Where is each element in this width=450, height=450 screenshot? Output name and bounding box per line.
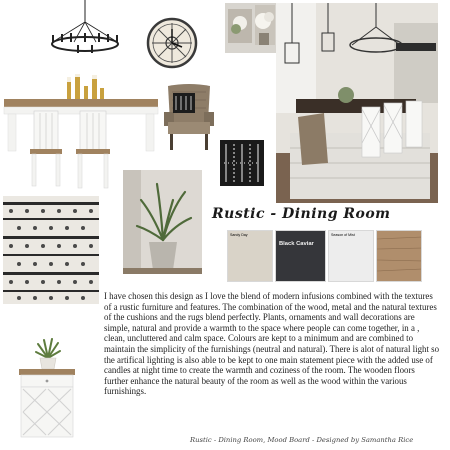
design-description: I have chosen this design as I love the blend of modern infusions combined with the textures of a rustic furniture and features. The combination of the wood, metal and the natural textures of the cushions and the rugs blend perfectly. Plants, ornaments and wall decorations are simple, natural and provide a warmth to the space where people can come together, in a , clean, uncluttered and calm space. Colours are kept to a minimum and are combined to maintain the simplicity of the furnishings (neutral and natural). There is alot of natural light so the artifical lighting is also able to be kept to one main statement piece with the added use of candles at night time to create the warmth and coziness of the room. The wooden floors further enhance the natural beauty of the room as well as the wood within the various furnishings. bbox=[104, 291, 440, 397]
plant-photo bbox=[123, 170, 202, 274]
patterned-rug-image bbox=[3, 196, 99, 304]
wall-clock-image bbox=[146, 17, 198, 69]
chandelier-image bbox=[48, 0, 122, 58]
swatch-label: Black Caviar bbox=[279, 241, 314, 247]
swatch-season-of-mist bbox=[328, 230, 374, 282]
board-footer: Rustic - Dining Room, Mood Board - Designed by Samantha Rice bbox=[190, 436, 414, 444]
swatch-sandy-day bbox=[227, 230, 273, 282]
wine-rack-table-image bbox=[18, 368, 76, 440]
swatch-timber-floor bbox=[376, 230, 422, 282]
swatch-black-caviar bbox=[275, 230, 326, 282]
small-plant-image bbox=[34, 338, 62, 370]
cushion-small-image bbox=[173, 93, 195, 113]
wall-flowers-photo bbox=[225, 3, 277, 53]
swatch-label: Sandy Day bbox=[230, 233, 248, 237]
swatch-label: Season of Mist bbox=[331, 233, 355, 237]
mudcloth-cushion-image bbox=[220, 140, 264, 186]
dining-room-photo bbox=[276, 3, 438, 203]
board-title: Rustic - Dining Room bbox=[212, 206, 391, 222]
